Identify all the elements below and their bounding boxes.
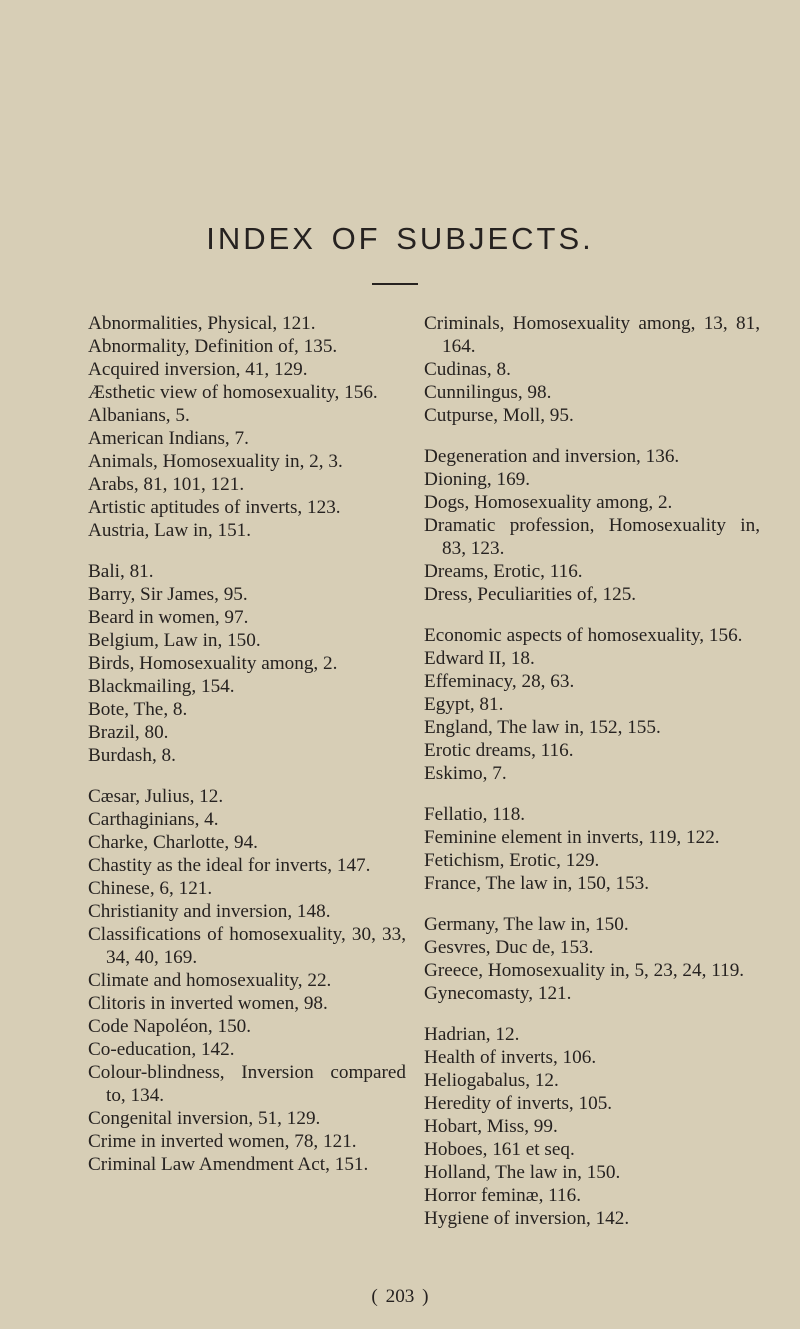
index-group-h bbox=[424, 1023, 760, 1230]
index-entry: Cunnilingus, 98. bbox=[424, 382, 552, 403]
index-entry: Germany, The law in, 150. bbox=[424, 914, 629, 935]
index-entry: Classifications of homosexuality, 30, 33, 34, 40, 169. bbox=[88, 924, 406, 968]
index-entry: Christianity and inversion, 148. bbox=[88, 901, 331, 922]
index-entry: Blackmailing, 154. bbox=[88, 676, 235, 697]
index-entry: Climate and homosexuality, 22. bbox=[88, 970, 332, 991]
index-entry: Carthaginians, 4. bbox=[88, 809, 219, 830]
index-entry: Feminine element in inverts, 119, 122. bbox=[424, 827, 720, 848]
index-entry: Æsthetic view of homosexuality, 156. bbox=[88, 382, 378, 403]
index-entry: Colour-blindness, Inversion compared to, 134. bbox=[88, 1062, 406, 1106]
index-entry: Dramatic profession, Homosexuality in, 83, 123. bbox=[424, 515, 760, 559]
index-entry: Bote, The, 8. bbox=[88, 699, 188, 720]
index-entry: Greece, Homosexuality in, 5, 23, 24, 119. bbox=[424, 960, 745, 981]
index-entry: Birds, Homosexuality among, 2. bbox=[88, 653, 338, 674]
index-entry: Eskimo, 7. bbox=[424, 763, 507, 784]
index-entry: Abnormality, Definition of, 135. bbox=[88, 336, 338, 357]
index-entry: Abnormalities, Physical, 121. bbox=[88, 313, 316, 334]
index-group-d bbox=[424, 445, 760, 606]
index-entry: Degeneration and inversion, 136. bbox=[424, 446, 680, 467]
index-column-left bbox=[88, 312, 406, 1194]
index-entry: Albanians, 5. bbox=[88, 405, 190, 426]
index-entry: Gesvres, Duc de, 153. bbox=[424, 937, 594, 958]
index-entry: Austria, Law in, 151. bbox=[88, 520, 252, 541]
index-entry: Crime in inverted women, 78, 121. bbox=[88, 1131, 357, 1152]
index-entry: Hygiene of inversion, 142. bbox=[424, 1208, 630, 1229]
index-entry: Bali, 81. bbox=[88, 561, 154, 582]
index-entry: Burdash, 8. bbox=[88, 745, 176, 766]
index-entry: Barry, Sir James, 95. bbox=[88, 584, 248, 605]
index-entry: England, The law in, 152, 155. bbox=[424, 717, 661, 738]
index-entry: Hoboes, 161 et seq. bbox=[424, 1139, 575, 1160]
index-entry: Effeminacy, 28, 63. bbox=[424, 671, 575, 692]
index-group-a bbox=[88, 312, 406, 542]
index-entry: Health of inverts, 106. bbox=[424, 1047, 597, 1068]
index-entry: Economic aspects of homosexuality, 156. bbox=[424, 625, 743, 646]
index-entry: Cudinas, 8. bbox=[424, 359, 511, 380]
index-entry: Acquired inversion, 41, 129. bbox=[88, 359, 308, 380]
index-entry: Cutpurse, Moll, 95. bbox=[424, 405, 574, 426]
index-group-b bbox=[88, 560, 406, 767]
index-entry: Holland, The law in, 150. bbox=[424, 1162, 621, 1183]
title-rule bbox=[372, 283, 418, 285]
index-entry: Chinese, 6, 121. bbox=[88, 878, 213, 899]
index-column-right bbox=[424, 312, 760, 1248]
index-entry: Egypt, 81. bbox=[424, 694, 504, 715]
index-entry: Dioning, 169. bbox=[424, 469, 531, 490]
index-entry: Arabs, 81, 101, 121. bbox=[88, 474, 245, 495]
index-entry: Fellatio, 118. bbox=[424, 804, 526, 825]
index-entry: American Indians, 7. bbox=[88, 428, 249, 449]
index-entry: Hadrian, 12. bbox=[424, 1024, 520, 1045]
index-entry: Animals, Homosexuality in, 2, 3. bbox=[88, 451, 343, 472]
index-entry: Beard in women, 97. bbox=[88, 607, 249, 628]
index-entry: Hobart, Miss, 99. bbox=[424, 1116, 558, 1137]
index-entry: Dreams, Erotic, 116. bbox=[424, 561, 583, 582]
index-entry: Belgium, Law in, 150. bbox=[88, 630, 261, 651]
index-entry: Fetichism, Erotic, 129. bbox=[424, 850, 600, 871]
index-entry: France, The law in, 150, 153. bbox=[424, 873, 650, 894]
index-entry: Congenital inversion, 51, 129. bbox=[88, 1108, 321, 1129]
index-entry: Criminals, Homosexuality among, 13, 81, 164. bbox=[424, 313, 760, 357]
index-group-g bbox=[424, 913, 760, 1005]
index-entry: Clitoris in inverted women, 98. bbox=[88, 993, 328, 1014]
index-entry: Heredity of inverts, 105. bbox=[424, 1093, 613, 1114]
index-entry: Co-education, 142. bbox=[88, 1039, 235, 1060]
index-entry: Heliogabalus, 12. bbox=[424, 1070, 559, 1091]
index-entry: Horror feminæ, 116. bbox=[424, 1185, 582, 1206]
index-entry: Gynecomasty, 121. bbox=[424, 983, 572, 1004]
index-group-c-cont bbox=[424, 312, 760, 427]
index-group-e bbox=[424, 624, 760, 785]
index-entry: Charke, Charlotte, 94. bbox=[88, 832, 258, 853]
index-group-c bbox=[88, 785, 406, 1176]
index-entry: Erotic dreams, 116. bbox=[424, 740, 574, 761]
index-entry: Edward II, 18. bbox=[424, 648, 535, 669]
index-entry: Code Napoléon, 150. bbox=[88, 1016, 252, 1037]
index-entry: Criminal Law Amendment Act, 151. bbox=[88, 1154, 369, 1175]
index-entry: Brazil, 80. bbox=[88, 722, 169, 743]
index-entry: Dogs, Homosexuality among, 2. bbox=[424, 492, 673, 513]
index-entry: Cæsar, Julius, 12. bbox=[88, 786, 224, 807]
index-entry: Artistic aptitudes of inverts, 123. bbox=[88, 497, 341, 518]
page-title: INDEX OF SUBJECTS. bbox=[206, 221, 594, 256]
index-entry: Dress, Peculiarities of, 125. bbox=[424, 584, 637, 605]
index-group-f bbox=[424, 803, 760, 895]
page-number: ( 203 ) bbox=[371, 1286, 429, 1307]
index-entry: Chastity as the ideal for inverts, 147. bbox=[88, 855, 371, 876]
